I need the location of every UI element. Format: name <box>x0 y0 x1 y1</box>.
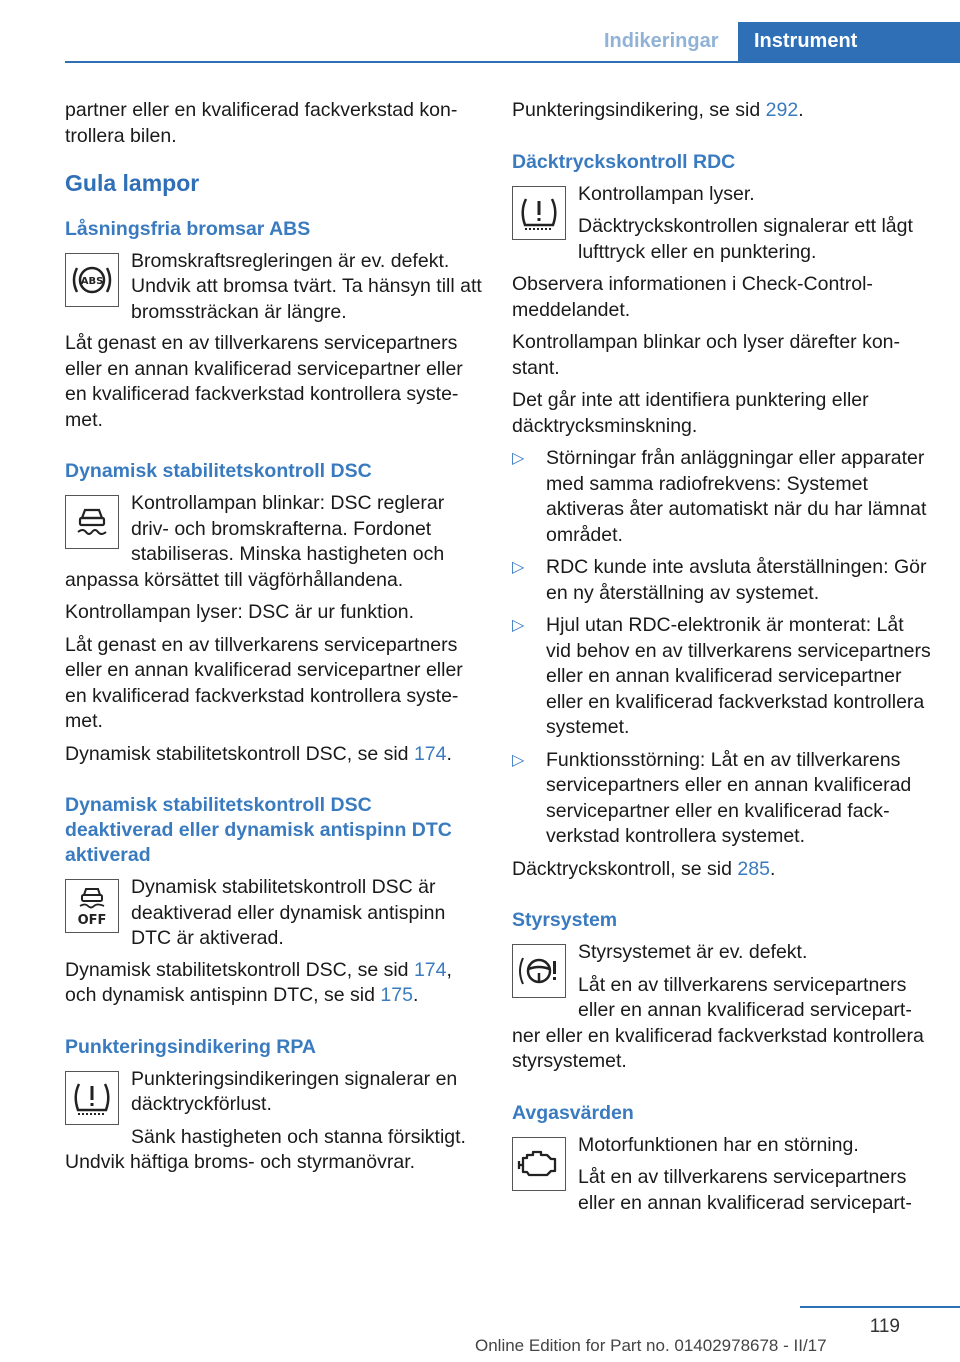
rdc-text2: Däcktryckskontrollen signalerar ett lågt lufttryck eller en punktering. <box>578 215 913 263</box>
dsc-off-ref2: och dynamisk antispinn DTC, se sid <box>65 984 381 1006</box>
abs-text: Bromskraftsregleringen är ev. defekt. Undvik att bromsa tvärt. Ta hänsyn till att bromssträckan är längre. <box>131 249 482 323</box>
heading-steering: Styrsystem <box>512 909 618 931</box>
page-link-285[interactable]: 285 <box>737 857 770 880</box>
list-item <box>512 613 932 741</box>
page-link-292[interactable]: 292 <box>765 99 799 121</box>
bullet-text: Funktionsstörning: Låt en av tillverkarens servicepartners eller en annan kvalificerad servicepartner eller en kvalificerad fackverkstad kontrollera systemet. <box>546 748 912 847</box>
bullet-text: Störningar från anläggningar eller apparater med samma radiofrekvens: Systemet aktiveras åter automatiskt när du har lämnat området. <box>546 447 927 546</box>
dsc-off-text: Dynamisk stabilitetskontroll DSC är deaktiverad eller dynamisk antispinn DTC är aktiverad. <box>131 876 446 949</box>
steering-text1: Styrsystemet är ev. defekt. <box>578 941 808 963</box>
heading-abs: Låsningsfria bromsar ABS <box>65 217 311 240</box>
steering-text2: Låt en av tillverkarens servicepartners eller en annan kvalificerad servicepartner eller en kvalificerad fackverkstad kontrollera styrsystemet. <box>512 973 924 1072</box>
heading-yellow-lamps: Gula lampor <box>65 170 200 196</box>
list-item <box>512 748 932 850</box>
rpa-text2: Sänk hastigheten och stanna försiktigt. Undvik häftiga broms- och styrmanövrar. <box>65 1125 466 1173</box>
dsc-off-block <box>65 875 483 952</box>
page-link-174b[interactable]: 174 <box>413 958 447 981</box>
rdc-bullet-list <box>512 446 932 850</box>
dsc-para2: Låt genast en av tillverkarens servicepartners eller en annan kvalificerad servicepartner eller en kvalificerad fackverkstad kontrollera systemet. <box>65 633 463 732</box>
svg-text:ABS: ABS <box>80 275 104 287</box>
left-column <box>65 98 483 1176</box>
heading-dsc: Dynamisk stabilitetskontroll DSC <box>65 460 372 482</box>
bullet-text: RDC kunde inte avsluta återställningen: Gör en ny återställning av systemet. <box>546 556 927 604</box>
heading-emissions: Avgasvärden <box>512 1101 634 1124</box>
chapter-tab[interactable]: Instrument <box>738 22 960 62</box>
rdc-text1: Kontrollampan lyser. <box>578 182 755 205</box>
dsc-text: Kontrollampan blinkar: DSC reglerar driv- och bromskrafterna. Fordonet stabiliseras. Minska hastigheten och anpassa körsättet till vägförhållandena. <box>65 492 445 591</box>
dsc-ref: Dynamisk stabilitetskontroll DSC, se sid 174. <box>65 742 452 765</box>
intro-text: partner eller en kvalificerad fackverkstad kontrollera bilen. <box>65 99 458 147</box>
dsc-para1: Kontrollampan lyser: DSC är ur funktion. <box>65 601 414 623</box>
triangle-bullet-icon: ▷ <box>512 751 525 769</box>
rpa-block <box>65 1067 483 1176</box>
emissions-text2: Låt en av tillverkarens servicepartners eller en annan kvalificerad servicepart- <box>578 1166 912 1214</box>
page-number: 119 <box>869 1316 900 1337</box>
header-rule <box>65 61 960 63</box>
tire-pressure-icon <box>65 1071 119 1125</box>
footer-rule <box>800 1306 960 1308</box>
page-link-175[interactable]: 175 <box>380 984 413 1006</box>
rdc-para2: Kontrollampan blinkar och lyser därefter konstant. <box>512 331 901 379</box>
rpa-ref: Punkteringsindikering, se sid 292. <box>512 99 804 121</box>
dsc-off-ref1: Dynamisk stabilitetskontroll DSC, se sid <box>65 958 414 981</box>
abs-para: Låt genast en av tillverkarens servicepartners eller en annan kvalificerad servicepartner eller en kvalificerad fackverkstad kontrollera systemet. <box>65 332 463 431</box>
steering-block <box>512 940 932 1075</box>
rdc-ref-text: Däcktryckskontroll, se sid <box>512 857 738 880</box>
steering-wheel-icon <box>512 944 566 998</box>
abs-block <box>65 249 483 326</box>
triangle-bullet-icon: ▷ <box>512 559 525 576</box>
dsc-skid-icon <box>65 495 119 549</box>
rdc-para3: Det går inte att identifiera punktering eller däcktrycksminskning. <box>512 389 869 437</box>
heading-rdc: Däcktryckskontroll RDC <box>512 150 736 173</box>
edition-note: Online Edition for Part no. 01402978678 - II/17 <box>475 1336 827 1355</box>
emissions-block <box>512 1133 932 1217</box>
list-item <box>512 555 932 606</box>
bullet-text: Hjul utan RDC-elektronik är monterat: Låt vid behov en av tillverkarens servicepartners eller en annan kvalificerad servicepartner eller en kvalificerad fackverkstad kontrollera systemet. <box>546 614 931 738</box>
rdc-block <box>512 182 932 266</box>
page-header <box>0 0 960 62</box>
rdc-tire-icon <box>512 186 566 240</box>
rdc-ref: Däcktryckskontroll, se sid 285. <box>512 857 776 880</box>
rpa-text1: Punkteringsindikeringen signalerar en däcktryckförlust. <box>131 1067 458 1115</box>
dsc-off-icon <box>65 879 119 933</box>
engine-icon <box>512 1137 566 1191</box>
rdc-para1: Observera informationen i Check-Control-meddelandet. <box>512 273 873 321</box>
dsc-off-ref: Dynamisk stabilitetskontroll DSC, se sid 174, och dynamisk antispinn DTC, se sid 175. <box>65 958 452 1006</box>
section-label[interactable]: Indikeringar <box>604 30 719 52</box>
triangle-bullet-icon: ▷ <box>512 450 525 467</box>
off-label: OFF <box>77 913 107 928</box>
rpa-ref-text: Punkteringsindikering, se sid <box>512 99 766 121</box>
dsc-block <box>65 491 483 593</box>
heading-dsc-off: Dynamisk stabilitetskontroll DSC deaktiverad eller dynamisk antispinn DTC aktiverad <box>65 794 452 866</box>
right-column <box>512 98 932 1216</box>
dsc-ref-text: Dynamisk stabilitetskontroll DSC, se sid <box>65 742 414 765</box>
page-link-174[interactable]: 174 <box>413 742 447 765</box>
list-item <box>512 446 932 548</box>
heading-rpa: Punkteringsindikering RPA <box>65 1035 317 1058</box>
triangle-bullet-icon: ▷ <box>512 617 525 634</box>
emissions-text1: Motorfunktionen har en störning. <box>578 1133 859 1156</box>
abs-warning-icon <box>65 253 119 307</box>
